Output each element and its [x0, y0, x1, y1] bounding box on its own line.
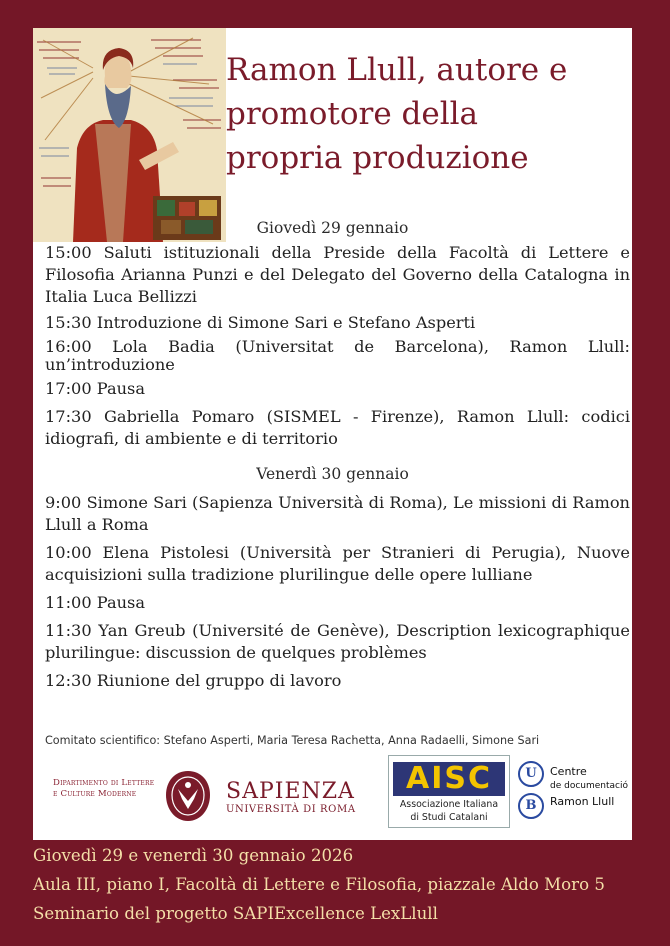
sapienza-name: SAPIENZA — [226, 779, 355, 804]
event-title — [226, 48, 626, 180]
centre-documentacio-logo — [516, 759, 632, 829]
programme-item: 17:00 Pausa — [45, 379, 145, 398]
programme-item: 9:00 Simone Sari (Sapienza Università di Roma), Le missioni di Ramon Llull a Roma — [45, 493, 630, 534]
poster-panel — [33, 28, 632, 840]
programme-friday — [45, 492, 630, 692]
footer-location: Aula III, piano I, Facoltà di Lettere e Filosofia, piazzale Aldo Moro 5 — [33, 875, 605, 894]
centre-name-line: Centre — [550, 765, 587, 778]
programme-thursday — [45, 242, 630, 450]
programme-item: 16:00 Lola Badia (Universitat de Barcelona), Ramon Llull: un’introduzione — [45, 337, 630, 374]
footer-project: Seminario del progetto SAPIExcellence LexLlull — [33, 904, 438, 923]
scientific-committee: Comitato scientifico: Stefano Asperti, Maria Teresa Rachetta, Anna Radaelli, Simone Sari — [45, 734, 540, 747]
sapienza-logo — [226, 780, 356, 815]
day-heading-friday: Venerdì 30 gennaio — [256, 465, 409, 483]
department-logo — [53, 778, 173, 800]
footer-date: Giovedì 29 e venerdì 30 gennaio 2026 — [33, 846, 354, 865]
programme-item: 12:30 Riunione del gruppo di lavoro — [45, 671, 342, 690]
aisc-name-line: Associazione Italiana — [399, 799, 499, 810]
programme-item: 15:00 Saluti istituzionali della Preside della Facoltà di Lettere e Filosofia Arianna Punzi e del Delegato del Governo della Catalogna in Italia Luca Bellizzi — [45, 243, 630, 306]
sapienza-seal-icon — [163, 769, 213, 823]
day-heading-thursday: Giovedì 29 gennaio — [256, 219, 409, 237]
ramon-llull-illustration — [33, 28, 226, 242]
programme-item: 15:30 Introduzione di Simone Sari e Stefano Asperti — [45, 313, 476, 332]
programme-item: 11:00 Pausa — [45, 593, 145, 612]
aisc-name-line: di Studi Catalani — [410, 812, 488, 823]
ub-badge-icon: B — [518, 793, 544, 819]
centre-name-line: Ramon Llull — [550, 795, 615, 808]
department-logo-line: e Culture Moderne — [53, 789, 137, 799]
programme-item: 17:30 Gabriella Pomaro (SISMEL - Firenze), Ramon Llull: codici idiografi, di ambiente e di territorio — [45, 407, 630, 448]
programme-item: 11:30 Yan Greub (Université de Genève), Description lexicographique plurilingue: discussion de quelques problèmes — [45, 621, 630, 662]
ub-badge-icon: U — [518, 761, 544, 787]
aisc-logo — [388, 755, 510, 828]
department-logo-line: Dipartimento di Lettere — [53, 778, 155, 788]
title-line: propria produzione — [226, 140, 529, 176]
manuscript-illumination — [33, 28, 226, 242]
programme-item: 10:00 Elena Pistolesi (Università per Stranieri di Perugia), Nuove acquisizioni sulla tradizione plurilingue delle opere lulliane — [45, 543, 630, 584]
centre-name-line: de documentació — [550, 781, 628, 791]
aisc-logo-mark: AISC — [393, 762, 505, 796]
title-line: Ramon Llull, autore e — [226, 52, 568, 88]
sapienza-subtitle: UNIVERSITÀ DI ROMA — [226, 804, 356, 815]
title-line: promotore della — [226, 96, 479, 132]
